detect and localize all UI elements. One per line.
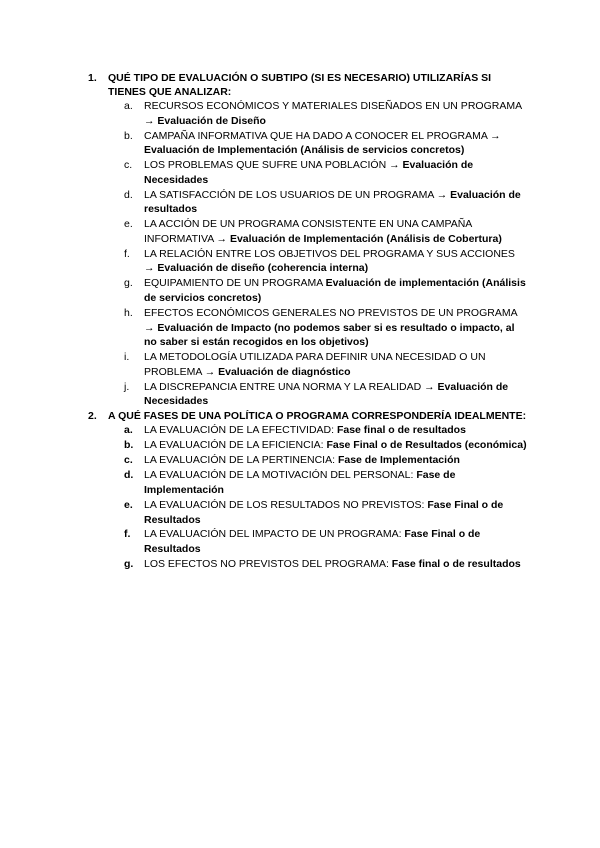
- list-item: [124, 217, 528, 246]
- item-letter: d.: [124, 469, 134, 482]
- item-text: LA EVALUACIÓN DE LA PERTINENCIA:: [144, 454, 338, 467]
- list-item: [124, 129, 528, 158]
- item-answer: Evaluación de Necesidades: [144, 380, 509, 408]
- item-letter: f.: [124, 528, 131, 541]
- list-item: [124, 423, 528, 438]
- item-text: LA RELACIÓN ENTRE LOS OBJETIVOS DEL PROGRAMA Y SUS ACCIONES →: [144, 247, 515, 275]
- item-letter: h.: [124, 307, 133, 320]
- question-2: [88, 409, 528, 571]
- item-answer: Fase final o de resultados: [391, 558, 521, 571]
- item-letter: c.: [124, 454, 133, 467]
- item-letter: b.: [124, 129, 133, 142]
- item-answer: Evaluación de diagnóstico: [218, 365, 351, 378]
- item-text: LA ACCIÓN DE UN PROGRAMA CONSISTENTE EN UNA CAMPAÑA INFORMATIVA →: [144, 218, 472, 245]
- list-item: [124, 276, 528, 305]
- answer-list: [88, 423, 528, 571]
- item-letter: b.: [124, 439, 134, 452]
- item-text: LOS EFECTOS NO PREVISTOS DEL PROGRAMA:: [144, 558, 392, 571]
- item-answer: Fase final o de resultados: [336, 424, 466, 437]
- item-answer: Fase Final o de Resultados (económica): [326, 439, 527, 452]
- item-letter: i.: [124, 351, 130, 364]
- item-letter: a.: [124, 100, 133, 112]
- list-item: [124, 453, 528, 468]
- item-letter: c.: [124, 159, 133, 172]
- item-text: LA SATISFACCIÓN DE LOS USUARIOS DE UN PROGRAMA →: [144, 188, 451, 201]
- item-text: LA EVALUACIÓN DE LA MOTIVACIÓN DEL PERSONAL:: [144, 469, 417, 482]
- item-text: LA METODOLOGÍA UTILIZADA PARA DEFINIR UNA NECESIDAD O UN PROBLEMA →: [144, 351, 486, 378]
- item-answer: Fase de Implementación: [337, 454, 460, 467]
- list-item: [124, 188, 528, 217]
- item-answer: Evaluación de resultados: [144, 188, 521, 216]
- item-answer: Evaluación de Necesidades: [144, 159, 474, 186]
- item-letter: f.: [124, 247, 130, 260]
- item-text: LA EVALUACIÓN DE LOS RESULTADOS NO PREVISTOS:: [144, 498, 428, 511]
- item-letter: d.: [124, 188, 133, 201]
- item-text: LA EVALUACIÓN DEL IMPACTO DE UN PROGRAMA:: [144, 528, 405, 541]
- item-text: LA DISCREPANCIA ENTRE UNA NORMA Y LA REALIDAD →: [144, 380, 438, 393]
- item-letter: j.: [124, 380, 130, 393]
- list-item: [124, 99, 528, 128]
- question-number: 1.: [88, 72, 97, 84]
- question-list: [88, 71, 528, 572]
- item-answer: Evaluación de Implementación (Análisis de servicios concretos): [144, 144, 465, 157]
- item-answer: Fase Final o de Resultados: [144, 498, 504, 526]
- item-answer: Evaluación de Implementación (Análisis de Cobertura): [229, 232, 502, 245]
- question-title: QUÉ TIPO DE EVALUACIÓN O SUBTIPO (SI ES NECESARIO) UTILIZARÍAS SI TIENES QUE ANALIZAR:: [108, 72, 492, 98]
- item-answer: Evaluación de Diseño: [157, 114, 266, 127]
- list-item: [124, 247, 528, 276]
- item-letter: e.: [124, 498, 133, 511]
- question-1: [88, 71, 528, 409]
- list-item: [124, 350, 528, 379]
- item-letter: a.: [124, 424, 133, 437]
- item-answer: Evaluación de Impacto (no podemos saber si es resultado o impacto, al no saber si están recogidos en los objetivos): [144, 321, 515, 349]
- item-text: CAMPAÑA INFORMATIVA QUE HA DADO A CONOCER EL PROGRAMA →: [144, 129, 501, 142]
- list-item: [124, 527, 528, 556]
- list-item: [124, 438, 528, 453]
- list-item: [124, 158, 528, 187]
- item-text: EQUIPAMIENTO DE UN PROGRAMA: [144, 277, 326, 290]
- item-answer: Fase de Implementación: [144, 469, 456, 496]
- item-letter: e.: [124, 218, 133, 231]
- item-letter: g.: [124, 277, 133, 290]
- question-number: 2.: [88, 410, 97, 423]
- item-answer: Evaluación de diseño (coherencia interna): [157, 262, 369, 275]
- list-item: [124, 468, 528, 497]
- question-title: A QUÉ FASES DE UNA POLÍTICA O PROGRAMA CORRESPONDERÍA IDEALMENTE:: [108, 410, 527, 423]
- item-text: EFECTOS ECONÓMICOS GENERALES NO PREVISTOS DE UN PROGRAMA →: [144, 307, 518, 334]
- list-item: [124, 380, 528, 409]
- list-item: [124, 306, 528, 350]
- item-answer: Evaluación de implementación (Análisis de servicios concretos): [144, 277, 526, 305]
- item-text: LA EVALUACIÓN DE LA EFECTIVIDAD:: [144, 424, 337, 437]
- item-text: LA EVALUACIÓN DE LA EFICIENCIA:: [144, 439, 327, 452]
- item-text: RECURSOS ECONÓMICOS Y MATERIALES DISEÑADOS EN UN PROGRAMA →: [144, 100, 522, 127]
- item-text: LOS PROBLEMAS QUE SUFRE UNA POBLACIÓN →: [144, 159, 403, 172]
- item-letter: g.: [124, 558, 134, 571]
- list-item: [124, 498, 528, 527]
- list-item: [124, 557, 528, 572]
- answer-list: [88, 99, 528, 409]
- item-answer: Fase Final o de Resultados: [144, 528, 481, 556]
